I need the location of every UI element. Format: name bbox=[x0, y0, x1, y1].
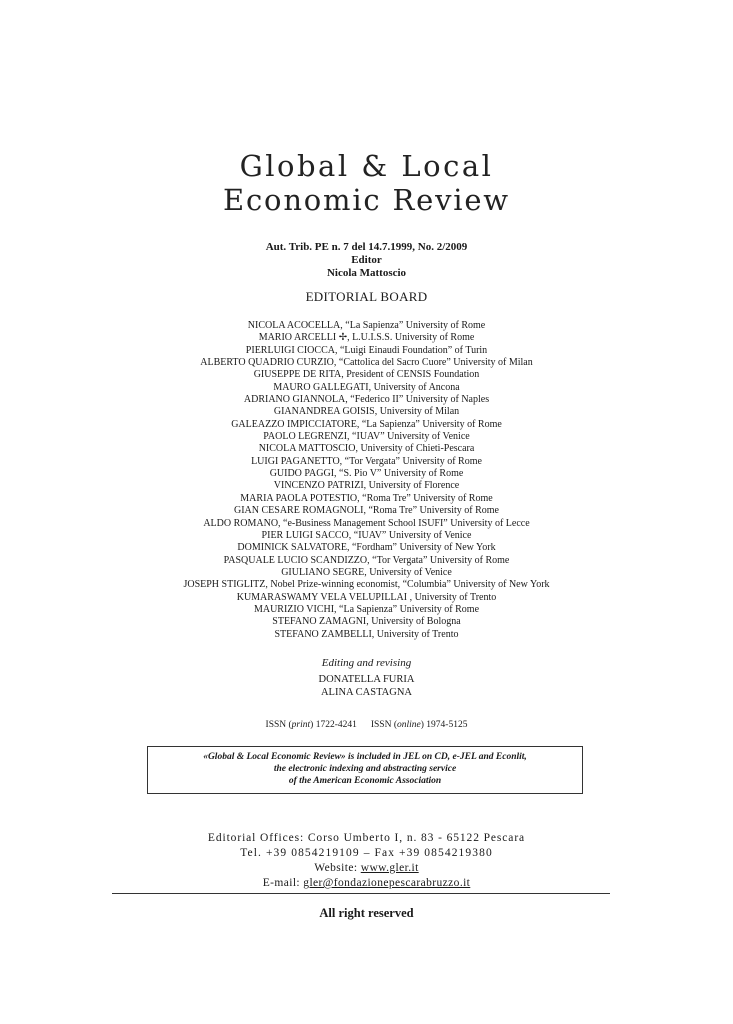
address-value: Corso Umberto I, n. 83 - 65122 Pescara bbox=[307, 832, 526, 844]
board-member: GIUSEPPE DE RITA, President of CENSIS Foundation bbox=[253, 369, 480, 381]
board-member: NICOLA MATTOSCIO, University of Chieti-Pescara bbox=[258, 443, 475, 455]
jel-notice-line: «Global & Local Economic Review» is included in JEL on CD, e-JEL and Econlit, bbox=[203, 752, 527, 762]
board-member: GUIDO PAGGI, “S. Pio V” University of Rome bbox=[269, 468, 464, 480]
board-member: KUMARASWAMY VELA VELUPILLAI , University of Trento bbox=[236, 591, 497, 603]
board-member: STEFANO ZAMAGNI, University of Bologna bbox=[272, 616, 461, 628]
divider-line bbox=[112, 893, 610, 894]
board-member: MARIA PAOLA POTESTIO, “Roma Tre” University of Rome bbox=[240, 492, 493, 504]
issn-print-prefix: ISSN ( bbox=[265, 720, 292, 730]
website-label: Website: bbox=[314, 862, 361, 874]
board-member: JOSEPH STIGLITZ, Nobel Prize-winning economist, “Columbia” University of New York bbox=[183, 579, 550, 591]
website-line bbox=[0, 861, 733, 876]
board-member: LUIGI PAGANETTO, “Tor Vergata” University of Rome bbox=[251, 455, 482, 467]
board-member: DOMINICK SALVATORE, “Fordham” University of New York bbox=[237, 542, 496, 554]
board-member: GALEAZZO IMPICCIATORE, “La Sapienza” University of Rome bbox=[231, 418, 502, 430]
board-member: ALDO ROMANO, “e-Business Management School ISUFI” University of Lecce bbox=[203, 517, 530, 529]
editor-label: Editor bbox=[351, 254, 382, 266]
registration-info: Aut. Trib. PE n. 7 del 14.7.1999, No. 2/2009 bbox=[265, 241, 468, 253]
issn-line bbox=[0, 719, 733, 731]
rights-notice: All right reserved bbox=[319, 906, 414, 920]
email-label: E-mail: bbox=[262, 877, 304, 889]
issn-online-number: ) 1974-5125 bbox=[420, 720, 468, 730]
issn-print-label: print bbox=[291, 720, 311, 730]
board-member: MAURO GALLEGATI, University of Ancona bbox=[273, 381, 460, 393]
jel-indexing-notice bbox=[147, 746, 583, 794]
jel-notice-line: of the American Economic Association bbox=[288, 776, 442, 786]
board-member: VINCENZO PATRIZI, University of Florence bbox=[273, 480, 460, 492]
board-member: PAOLO LEGRENZI, “IUAV” University of Venice bbox=[263, 431, 470, 443]
board-member: STEFANO ZAMBELLI, University of Trento bbox=[274, 628, 459, 640]
board-member: ADRIANO GIANNOLA, “Federico II” University of Naples bbox=[243, 394, 490, 406]
board-member: GIAN CESARE ROMAGNOLI, “Roma Tre” University of Rome bbox=[234, 505, 499, 517]
editing-revising-label: Editing and revising bbox=[321, 657, 412, 669]
journal-title-line-2: Economic Review bbox=[223, 183, 510, 217]
editing-staff-name: ALINA CASTAGNA bbox=[320, 687, 413, 698]
editorial-offices-address bbox=[0, 831, 733, 846]
issn-online-label: online bbox=[397, 720, 421, 730]
editor-name: Nicola Mattoscio bbox=[326, 267, 407, 279]
phone-fax: Tel. +39 0854219109 – Fax +39 0854219380 bbox=[240, 847, 493, 859]
board-member: MARIO ARCELLI ✢, L.U.I.S.S. University of Rome bbox=[258, 332, 475, 344]
board-member: NICOLA ACOCELLA, “La Sapienza” University of Rome bbox=[247, 320, 486, 331]
issn-print-number: ) 1722-4241 bbox=[310, 720, 357, 730]
editorial-board-list bbox=[0, 320, 733, 641]
issn-online-prefix: ISSN ( bbox=[370, 720, 397, 730]
email-line bbox=[0, 876, 733, 891]
board-member: PASQUALE LUCIO SCANDIZZO, “Tor Vergata” University of Rome bbox=[223, 554, 510, 566]
board-member: MAURIZIO VICHI, “La Sapienza” University of Rome bbox=[253, 603, 480, 615]
board-member: PIERLUIGI CIOCCA, “Luigi Einaudi Foundation” of Turin bbox=[245, 344, 488, 356]
editorial-board-heading: EDITORIAL BOARD bbox=[305, 289, 428, 304]
board-member: PIER LUIGI SACCO, “IUAV” University of Venice bbox=[261, 529, 472, 541]
address-label: Editorial Offices: bbox=[207, 832, 308, 844]
website-link[interactable]: www.gler.it bbox=[360, 862, 419, 874]
jel-notice-line: the electronic indexing and abstracting service bbox=[273, 764, 457, 774]
editing-staff-name: DONATELLA FURIA bbox=[318, 674, 415, 685]
board-member: GIULIANO SEGRE, University of Venice bbox=[281, 566, 452, 578]
journal-title-line-1: Global & Local bbox=[239, 149, 494, 183]
email-link[interactable]: gler@fondazionepescarabruzzo.it bbox=[303, 877, 471, 889]
board-member: ALBERTO QUADRIO CURZIO, “Cattolica del Sacro Cuore” University of Milan bbox=[200, 357, 533, 369]
board-member: GIANANDREA GOISIS, University of Milan bbox=[273, 406, 460, 418]
